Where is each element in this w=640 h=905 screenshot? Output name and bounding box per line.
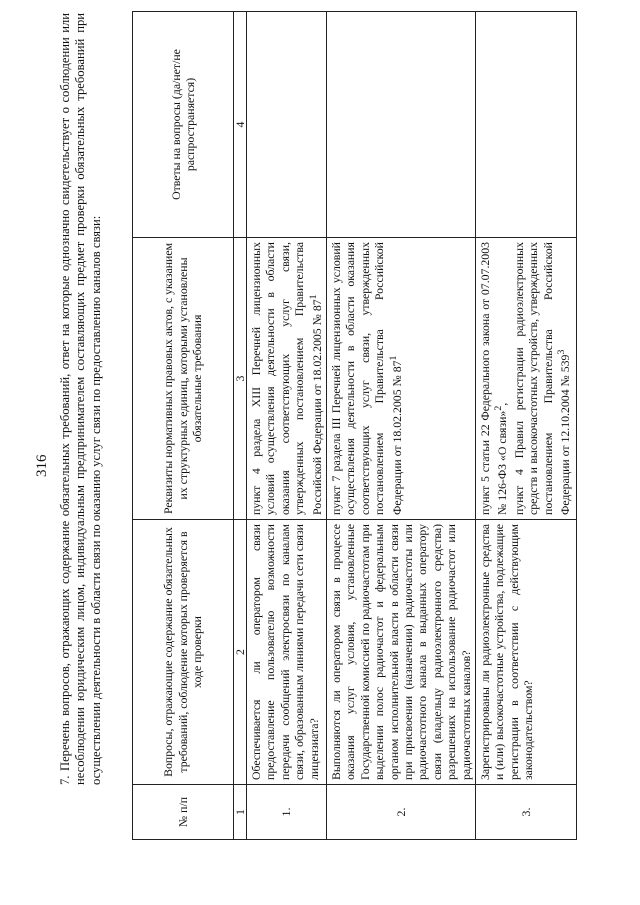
column-number-row — [234, 12, 247, 840]
row-number: 2. — [326, 785, 475, 840]
header-question: Вопросы, отражающие содержание обязательных требований, соблюдение которых проверяется в ходе проверки — [133, 520, 234, 785]
footnote-mark: 3 — [555, 349, 567, 355]
column-number: 4 — [234, 12, 247, 238]
row-question: Обеспечивается ли оператором связи предоставление пользователю возможности передачи сообщений электросвязи по каналам связи, образованным линиями передачи сети связи лицензиата? — [247, 520, 327, 785]
table-header-row — [133, 12, 234, 840]
column-number: 1 — [234, 785, 247, 840]
row-reference — [247, 238, 327, 520]
intro-text: Перечень вопросов, отражающих содержание обязательных требований, ответ на которые однозначно свидетельствует о соблюдении или несоблюдении юридическим лицом, индивидуальным предпринимателем составляющих предмет проверки обязательных требований при осуществлении деятельности в области связи по оказанию услуг связи по предоставлению каналов связи: — [58, 13, 103, 785]
header-answer: Ответы на вопросы (да/нет/не распространяется) — [133, 12, 234, 238]
footnote-mark: 1 — [307, 294, 319, 300]
header-reference: Реквизиты нормативных правовых актов, с указанием их структурных единиц, которыми установлены обязательные требования — [133, 238, 234, 520]
row-question: Зарегистрированы ли радиоэлектронные средства и (или) высокочастотные устройства, подлежащие регистрации в соответствии с действующим законодательством? — [476, 520, 577, 785]
table-row — [476, 12, 577, 840]
row-reference — [326, 238, 475, 520]
row-number: 1. — [247, 785, 327, 840]
footnote-mark: 1 — [387, 355, 399, 361]
page-number: 316 — [34, 454, 50, 477]
table-row — [247, 12, 327, 840]
row-answer — [476, 12, 577, 238]
footnote-mark: 2 — [493, 405, 505, 411]
row-number: 3. — [476, 785, 577, 840]
row-question: Выполняются ли оператором связи в процессе оказания услуг условия, установленные Государственной комиссией по радиочастотам при выделении полос радиочастот и федеральным органом исполнительной власти в области связи при присвоении (назначении) радиочастоты или радиочастотного канала в выданных оператору связи (владельцу радиоэлектронного средства) разрешениях на использование радиочастот или радиочастотных каналов? — [326, 520, 475, 785]
reference-text: пункт 7 раздела III Перечней лицензионных условий осуществления деятельности в области оказания соответствующих услуг связи, утвержденных постановлением Правительства Российской Федерации от 18.02.2005 № 87 — [328, 242, 404, 515]
header-num: № п/п — [133, 785, 234, 840]
intro-paragraph — [58, 13, 104, 843]
column-number: 2 — [234, 520, 247, 785]
intro-item-number: 7. — [58, 775, 72, 785]
reference-punct: , — [495, 402, 510, 406]
reference-text: пункт 5 статьи 22 Федерального закона от 07.07.2003 № 126-ФЗ «О связи» — [478, 242, 510, 515]
reference-text-2: пункт 4 Правил регистрации радиоэлектронных средств и высокочастотных устройств, утвержденных постановлением Правительства Российской Федерации от 12.10.2004 № 539 — [511, 242, 572, 515]
row-reference — [476, 238, 577, 520]
column-number: 3 — [234, 238, 247, 520]
table-row — [326, 12, 475, 840]
row-answer — [247, 12, 327, 238]
requirements-table — [132, 11, 577, 840]
reference-text: пункт 4 раздела XIII Перечней лицензионных условий осуществления деятельности в области оказания соответствующих услуг связи, утвержденных постановлением Правительства Российской Федерации от 18.02.2005 № 87 — [249, 242, 324, 515]
row-answer — [326, 12, 475, 238]
